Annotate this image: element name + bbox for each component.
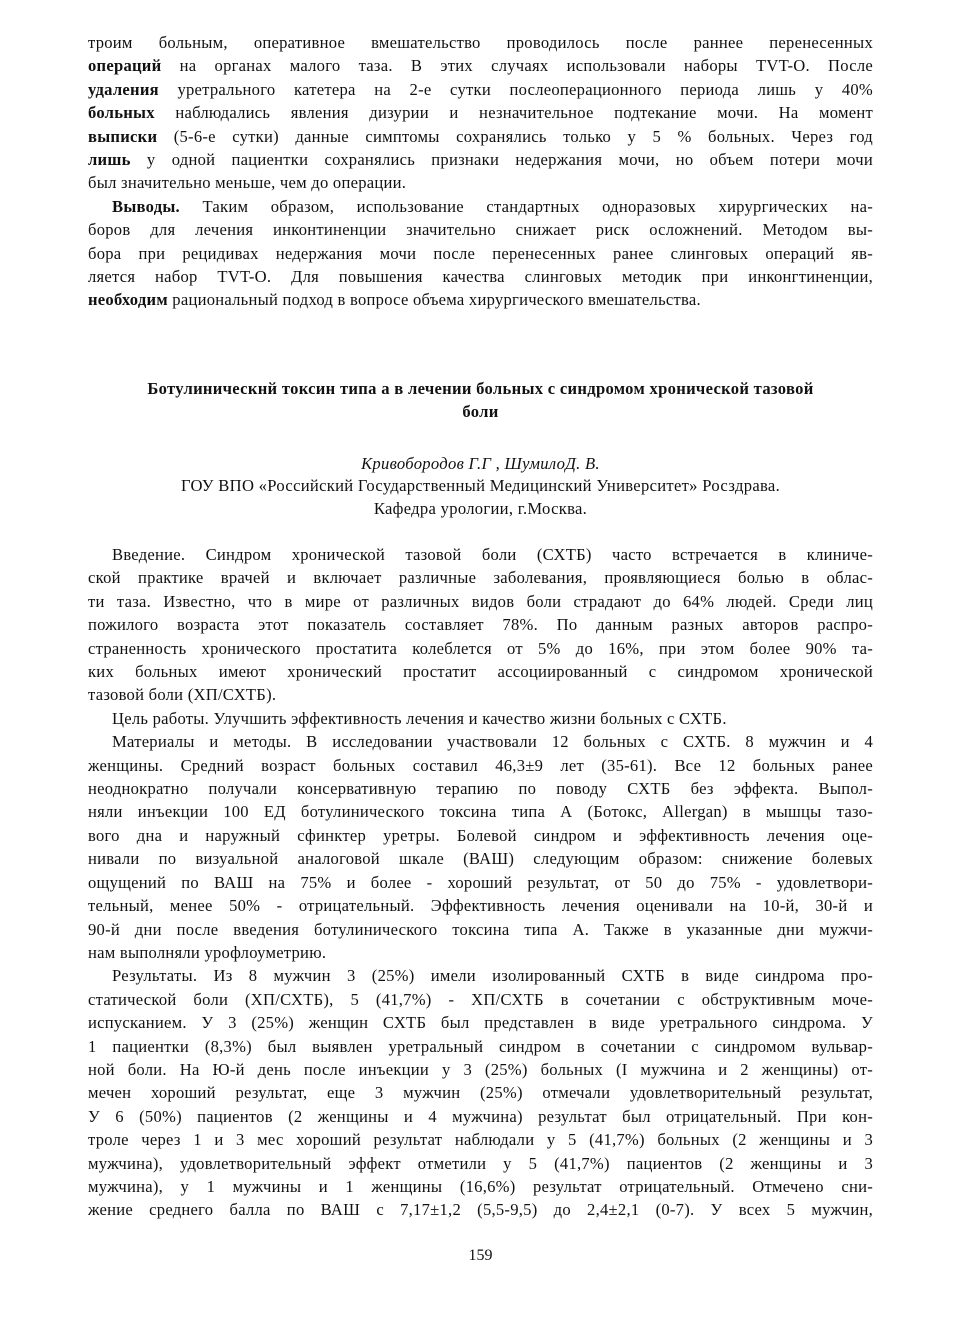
text-line: операций на органах малого таза. В этих случаях использовали наборы TVT-O. После — [88, 56, 873, 76]
article-affiliation: ГОУ ВПО «Российский Государственный Медицинский Университет» Росздрава. — [180, 476, 781, 495]
text-line: удаления уретрального катетера на 2-е сутки послеоперационного периода лишь у 40% — [88, 79, 873, 99]
text-line: необходим рациональный подход в вопросе объема хирургического вмешательства. — [88, 290, 701, 310]
text-line: Результаты. Из 8 мужчин 3 (25%) имели изолированный СХТБ в виде синдрома про- — [112, 966, 873, 986]
text-line: неоднократно получали консервативную терапию по поводу СХТБ без эффекта. Выпол- — [88, 779, 873, 799]
article-body — [88, 543, 873, 1222]
text-line: няли инъекции 100 ЕД ботулинического токсина типа А (Ботокс, Allergan) в мышцы тазо- — [88, 802, 873, 822]
article-title-line: боли — [462, 402, 499, 422]
article-department: Кафедра урологии, г.Москва. — [373, 499, 588, 518]
text-line: троим больным, оперативное вмешательство проводилось после раннее перенесенных — [88, 33, 873, 52]
text-line: нивали по визуальной аналоговой шкале (ВАШ) следующим образом: снижение болевых — [88, 849, 873, 869]
text-line: ляется набор TVT-O. Для повышения качества слинговых методик при инконгтиненции, — [88, 267, 873, 287]
article-title-line: Ботулиническнй токсин типа а в лечении больных с синдромом хронической тазовой — [147, 379, 814, 398]
text-line: Материалы и методы. В исследовании участвовали 12 больных с СХТБ. 8 мужчин и 4 — [112, 732, 873, 752]
text-line: Цель работы. Улучшить эффективность лечения и качество жизни больных с СХТБ. — [112, 708, 727, 728]
bold-keyword: больных — [88, 103, 155, 123]
text-line: боров для лечения инконтиненции значительно снижает риск осложнений. Методом вы- — [88, 220, 873, 240]
text-line: мечен хороший результат, еще 3 мужчин (25%) отмечали удовлетворительный результат, — [88, 1083, 873, 1103]
text-line: вого дна и наружный сфинктер уретры. Болевой синдром и эффективность лечения оце- — [88, 825, 873, 845]
aim-paragraph — [88, 707, 873, 730]
text-line: страненность хронического простатита колеблется от 5% до 16%, при этом более 90% та- — [88, 638, 873, 658]
text-line: У 6 (50%) пациентов (2 женщины и 4 мужчина) результат был отрицательный. При кон- — [88, 1106, 873, 1126]
text-line: ких больных имеют хронический простатит ассоциированный с синдромом хронической — [88, 662, 873, 682]
page-number: 159 — [468, 1247, 493, 1264]
text-line: жение среднего балла по ВАШ с 7,17±1,2 (5,5-9,5) до 2,4±2,1 (0-7). У всех 5 мужчин, — [88, 1200, 873, 1220]
text-line: 1 пациентки (8,3%) был выявлен уретральный синдром в сочетании с синдромом вульвар- — [88, 1036, 873, 1056]
text-line: ской практике врачей и включает различные заболевания, проявляющиеся болью в облас- — [88, 568, 873, 588]
conclusions-paragraph — [88, 195, 873, 312]
text-line: ощущений по ВАШ на 75% и более - хороший результат, от 50 до 75% - удовлетвори- — [88, 872, 873, 892]
text-line: лишь у одной пациентки сохранялись признаки недержания мочи, но объем потери мочи — [88, 150, 873, 170]
text-line: был значительно меньше, чем до операции. — [88, 173, 407, 193]
text-line: больных наблюдались явления дизурии и незначительное подтекание мочи. На момент — [88, 103, 873, 123]
methods-paragraph — [88, 730, 873, 964]
text-line: троле через 1 и 3 мес хороший результат наблюдали у 5 (41,7%) больных (2 женщины и 3 — [88, 1130, 873, 1150]
text-line: статической боли (ХП/СХТБ), 5 (41,7%) - ХП/СХТБ в сочетании с обструктивным моче- — [88, 989, 873, 1009]
text-line: бора при рецидивах недержания мочи после перенесенных ранее слинговых операций яв- — [88, 243, 873, 263]
text-line: женщины. Средний возраст больных составил 46,3±9 лет (35-61). Все 12 больных ранее — [88, 755, 873, 775]
text-line: ной боли. На Ю-й день после инъекции у 3 (25%) больных (I мужчина и 2 женщины) от- — [88, 1059, 873, 1079]
introduction-paragraph — [88, 543, 873, 707]
paragraph — [88, 31, 873, 195]
bold-keyword: выписки — [88, 126, 158, 146]
bold-keyword: лишь — [88, 150, 131, 170]
text-line: мужчина), удовлетворительный эффект отметили у 5 (41,7%) пациентов (2 женщины и 3 — [88, 1153, 873, 1173]
text-line: мужчина), у 1 мужчины и 1 женщины (16,6%) результат отрицательный. Отмечено сни- — [88, 1176, 873, 1196]
text-line: тельный, менее 50% - отрицательный. Эффективность лечения оценивали на 10-й, 30-й и — [88, 896, 873, 916]
bold-keyword: необходим — [88, 290, 168, 310]
article-authors: Кривобородов Г.Г , ШумилоД. В. — [361, 454, 600, 473]
text-line: Выводы. Таким образом, использование стандартных одноразовых хирургических на- — [112, 196, 873, 216]
text-line: 90-й дни после введения ботулинического токсина типа А. Также в указанные дни мужчи- — [88, 919, 873, 939]
text-line: выписки (5-6-е сутки) данные симптомы сохранялись только у 5 % больных. Через год — [88, 126, 873, 146]
bold-keyword: удаления — [88, 79, 159, 99]
text-line: нам выполняли урофлоуметрию. — [88, 942, 327, 962]
text-line: пожилого возраста этот показатель составляет 78%. По данным разных авторов распро- — [88, 615, 873, 635]
text-line: ти таза. Известно, что в мире от различных видов боли страдают до 64% людей. Среди лиц — [88, 591, 873, 611]
bold-keyword: операций — [88, 56, 162, 76]
text-line: испусканием. У 3 (25%) женщин СХТБ был представлен в виде уретрального синдрома. У — [88, 1013, 873, 1033]
results-paragraph — [88, 964, 873, 1221]
text-line: Введение. Синдром хронической тазовой боли (СХТБ) часто встречается в клиниче- — [112, 545, 873, 564]
previous-article-continuation — [88, 31, 873, 312]
article-title — [88, 377, 873, 424]
text-line: тазовой боли (ХП/СХТБ). — [88, 685, 277, 705]
bold-keyword: Выводы. — [112, 196, 180, 216]
